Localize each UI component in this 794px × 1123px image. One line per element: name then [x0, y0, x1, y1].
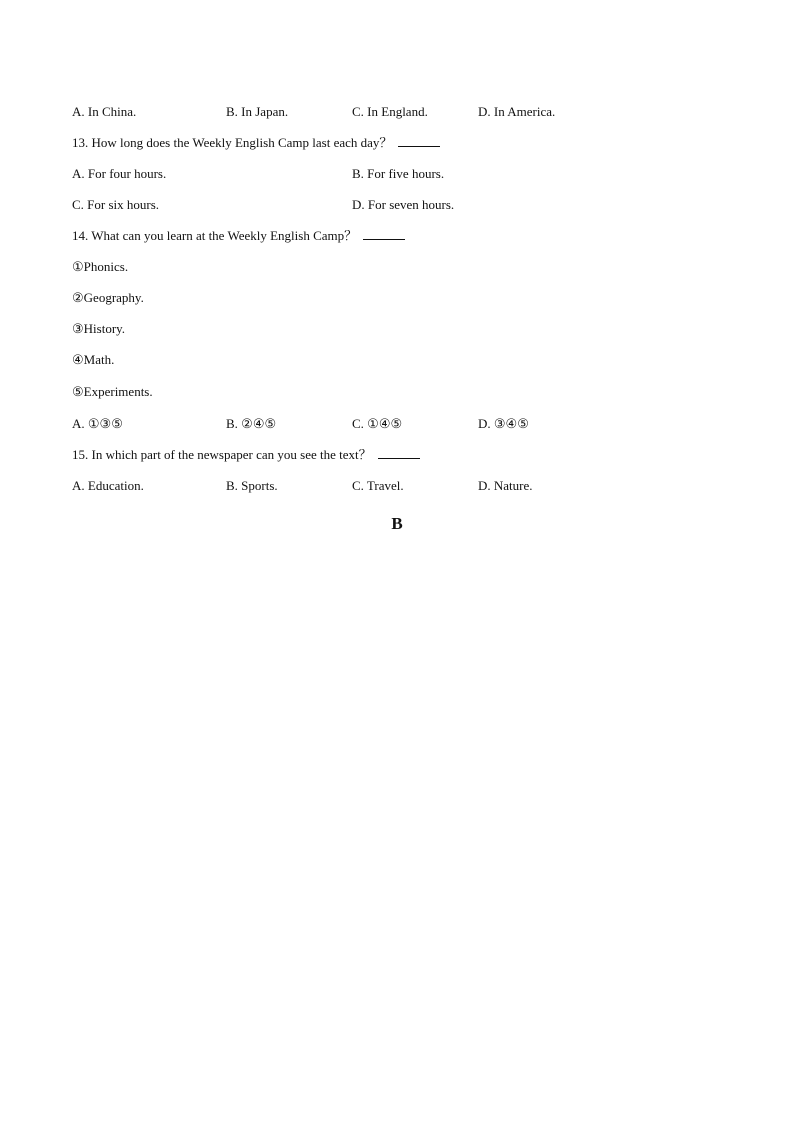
q15-option-c: C. Travel.: [352, 478, 404, 493]
q14-option-a: A. ①③⑤: [72, 416, 123, 431]
q14-item-4: ④Math.: [72, 352, 115, 367]
q15-answer-blank: [378, 447, 420, 459]
q14-item-1: ①Phonics.: [72, 259, 129, 274]
q12-option-c: C. In England.: [352, 104, 428, 119]
q13-option-b: B. For five hours.: [352, 166, 445, 181]
q14-item-5: ⑤Experiments.: [72, 384, 153, 399]
q15-option-d: D. Nature.: [478, 478, 533, 493]
q13-option-d: D. For seven hours.: [352, 197, 455, 212]
q15-option-a: A. Education.: [72, 478, 144, 493]
q14-option-c: C. ①④⑤: [352, 416, 403, 431]
q13-answer-blank: [398, 135, 440, 147]
q14-item-3: ③History.: [72, 321, 126, 336]
q14-item-2: ②Geography.: [72, 290, 144, 305]
q14-option-b: B. ②④⑤: [226, 416, 277, 431]
q15-question: [72, 447, 420, 463]
q12-option-d: D. In America.: [478, 104, 556, 119]
q13-option-a: A. For four hours.: [72, 166, 167, 181]
q14-answer-blank: [363, 228, 405, 240]
q14-question: [72, 228, 405, 244]
q12-option-a: A. In China.: [72, 104, 137, 119]
q15-option-b: B. Sports.: [226, 478, 278, 493]
q14-option-d: D. ③④⑤: [478, 416, 529, 431]
q13-option-c: C. For six hours.: [72, 197, 160, 212]
q13-question-text: 13. How long does the Weekly English Camp last each day？: [72, 135, 393, 150]
q12-option-b: B. In Japan.: [226, 104, 289, 119]
q15-question-text: 15. In which part of the newspaper can you see the text？: [72, 447, 372, 462]
section-heading-b: B: [391, 514, 403, 533]
q13-question: [72, 135, 440, 151]
q14-question-text: 14. What can you learn at the Weekly English Camp？: [72, 228, 358, 243]
